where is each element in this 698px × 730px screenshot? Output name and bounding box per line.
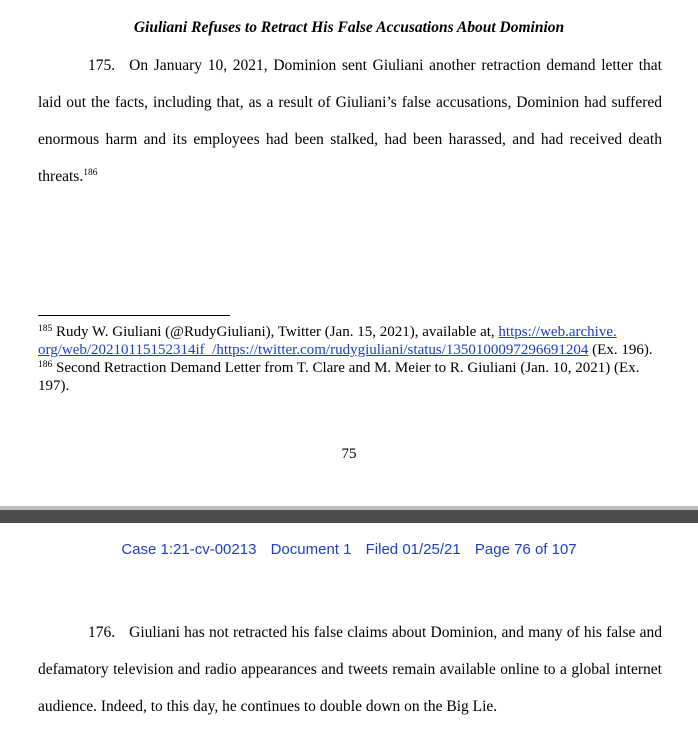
filed-date: Filed 01/25/21 (365, 541, 461, 558)
footnote-marker: 185 (38, 324, 53, 334)
paragraph-text: On January 10, 2021, Dominion sent Giuliani another retraction demand letter that laid out the facts, including that, as a result of Giuliani’s false accusations, Dominion had suffered enormous harm and its employees had been stalked, had been harassed, and had received death threats. (38, 57, 662, 185)
paragraph-number: 176. (88, 624, 116, 641)
case-number: Case 1:21-cv-00213 (121, 541, 257, 558)
page-count: Page 76 of 107 (474, 541, 577, 558)
footnote-185 (38, 323, 662, 359)
page-number: 75 (341, 446, 357, 462)
paragraph-number: 175. (88, 57, 116, 74)
footnote-marker: 186 (38, 360, 53, 370)
footnote-186 (38, 359, 662, 395)
footnote-exhibit: (Ex. 196). (592, 342, 653, 358)
footnotes (38, 323, 662, 395)
paragraph-text: Giuliani has not retracted his false claims about Dominion, and many of his false and defamatory television and radio appearances and tweets remain available online to a global internet audience. Indeed, to this day, he continues to double down on the Big Lie. (38, 624, 662, 715)
page-separator (0, 510, 698, 523)
footnote-text: Second Retraction Demand Letter from T. Clare and M. Meier to R. Giuliani (Jan. 10, 2021) (Ex. 197). (38, 360, 640, 394)
footnote-text: Rudy W. Giuliani (@RudyGiuliani), Twitter (Jan. 15, 2021), available at, (56, 324, 495, 340)
footnote-reference[interactable]: 186 (83, 168, 98, 178)
case-header (0, 541, 698, 558)
document-number: Document 1 (270, 541, 352, 558)
paragraph-176 (38, 614, 662, 725)
paragraph-175 (38, 47, 662, 195)
archive-link[interactable]: https://web.archive. org/web/20210115152314if_/https://twitter.com/rudygiuliani/status/1350100097296691204 (38, 324, 617, 358)
footnote-divider (38, 315, 230, 316)
section-heading: Giuliani Refuses to Retract His False Accusations About Dominion (133, 19, 565, 36)
